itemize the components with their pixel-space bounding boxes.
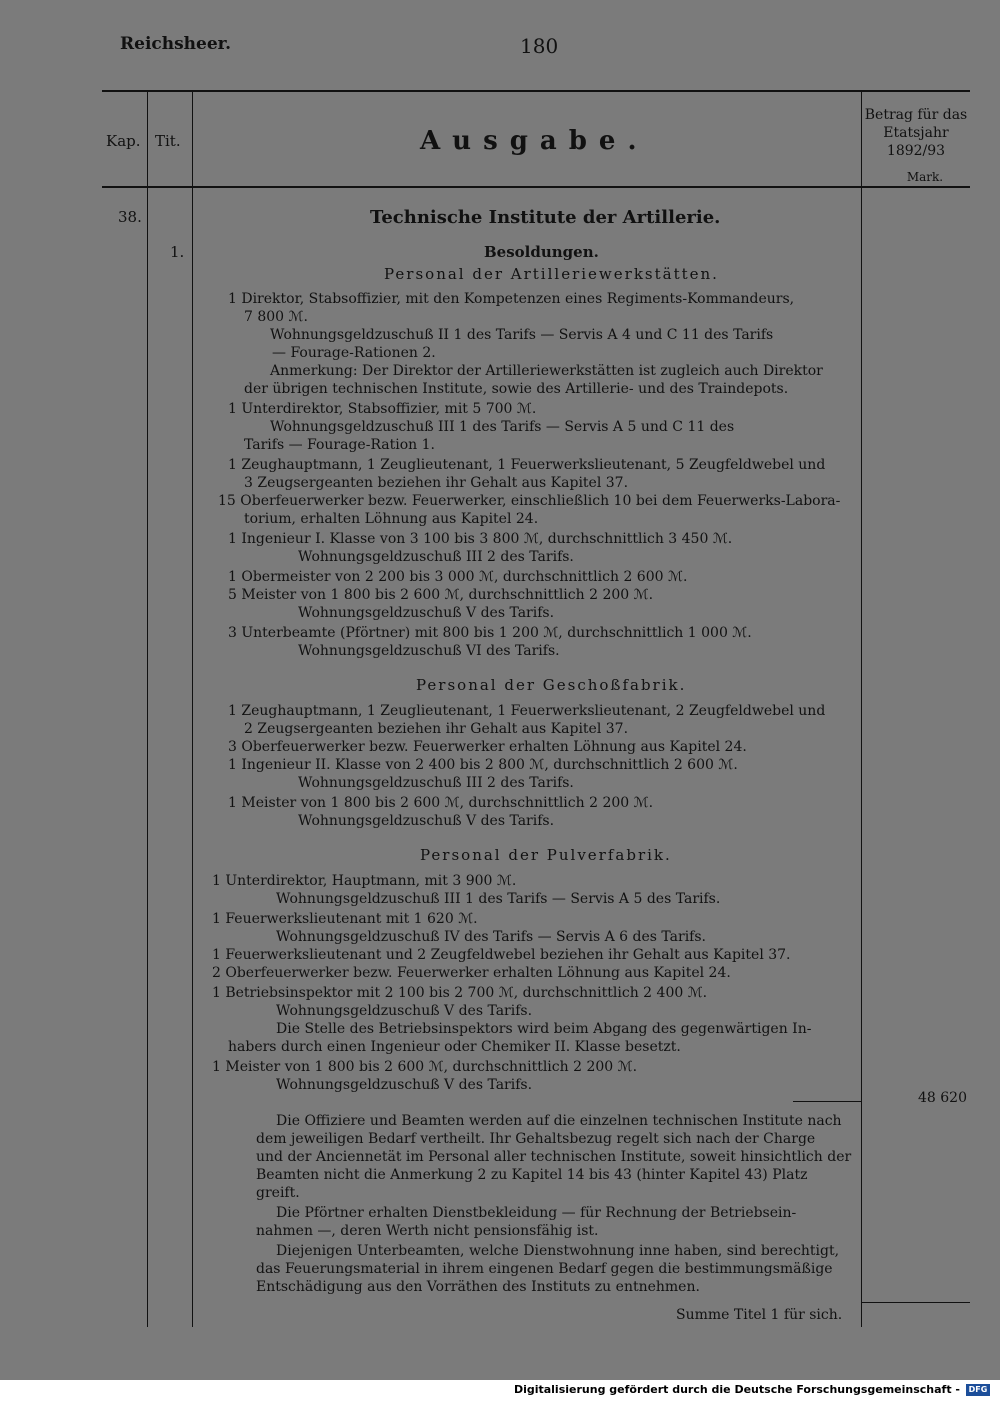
- note-line: Entschädigung aus den Vorräthen des Instituts zu entnehmen.: [256, 1279, 700, 1295]
- body-line: 1 Betriebsinspektor mit 2 100 bis 2 700 ℳ, durchschnittlich 2 400 ℳ.: [212, 985, 708, 1001]
- body-line: 15 Oberfeuerwerker bezw. Feuerwerker, einschließlich 10 bei dem Feuerwerks-Labora-: [218, 493, 841, 509]
- amount-rule: [862, 1302, 970, 1303]
- col-header-mark: Mark.: [906, 170, 944, 184]
- body-line: Wohnungsgeldzuschuß VI des Tarifs.: [298, 643, 560, 659]
- col-header-kap: Kap.: [106, 132, 141, 150]
- note-line: nahmen —, deren Werth nicht pensionsfähig ist.: [256, 1223, 599, 1239]
- body-line: 1 Feuerwerkslieutenant mit 1 620 ℳ.: [212, 911, 478, 927]
- top-rule: [102, 90, 970, 92]
- body-line: 1 Zeughauptmann, 1 Zeuglieutenant, 1 Feuerwerkslieutenant, 5 Zeugfeldwebel und: [228, 457, 826, 473]
- body-line: 7 800 ℳ.: [244, 309, 308, 325]
- subheading: Personal der Artilleriewerkstätten.: [384, 265, 719, 283]
- page-number: 180: [520, 34, 559, 58]
- body-line: 1 Ingenieur II. Klasse von 2 400 bis 2 800 ℳ, durchschnittlich 2 600 ℳ.: [228, 757, 738, 773]
- col-rule-kap: [147, 92, 148, 1327]
- subtotal-rule: [793, 1101, 861, 1102]
- body-line: Wohnungsgeldzuschuß II 1 des Tarifs — Servis A 4 und C 11 des Tarifs: [270, 327, 774, 343]
- subheading: Personal der Pulverfabrik.: [420, 846, 672, 864]
- body-line: Die Stelle des Betriebsinspektors wird beim Abgang des gegenwärtigen In-: [276, 1021, 812, 1037]
- subheading: Personal der Geschoßfabrik.: [416, 676, 687, 694]
- body-line: 3 Zeugsergeanten beziehen ihr Gehalt aus Kapitel 37.: [244, 475, 629, 491]
- body-line: 5 Meister von 1 800 bis 2 600 ℳ, durchschnittlich 2 200 ℳ.: [228, 587, 654, 603]
- body-line: Wohnungsgeldzuschuß IV des Tarifs — Servis A 6 des Tarifs.: [276, 929, 707, 945]
- body-line: — Fourage-Rationen 2.: [272, 345, 436, 361]
- section-title: Technische Institute der Artillerie.: [370, 207, 721, 228]
- subsection-title: Besoldungen.: [484, 243, 599, 261]
- col-rule-text: [861, 92, 862, 1327]
- note-line: Beamten nicht die Anmerkung 2 zu Kapitel 14 bis 43 (hinter Kapitel 43) Platz: [256, 1167, 808, 1183]
- body-line: Wohnungsgeldzuschuß V des Tarifs.: [298, 605, 555, 621]
- note-line: Die Offiziere und Beamten werden auf die einzelnen technischen Institute nach: [276, 1113, 842, 1129]
- note-line: und der Anciennetät im Personal aller technischen Institute, soweit hinsichtlich der: [256, 1149, 852, 1165]
- body-line: Wohnungsgeldzuschuß III 1 des Tarifs — Servis A 5 und C 11 des: [270, 419, 735, 435]
- body-line: Wohnungsgeldzuschuß III 2 des Tarifs.: [298, 549, 574, 565]
- body-line: Tarifs — Fourage-Ration 1.: [244, 437, 436, 453]
- col-header-tit: Tit.: [155, 132, 181, 150]
- body-line: 1 Zeughauptmann, 1 Zeuglieutenant, 1 Feuerwerkslieutenant, 2 Zeugfeldwebel und: [228, 703, 826, 719]
- body-line: 2 Oberfeuerwerker bezw. Feuerwerker erhalten Löhnung aus Kapitel 24.: [212, 965, 731, 981]
- col-rule-tit: [192, 92, 193, 1327]
- body-line: 3 Oberfeuerwerker bezw. Feuerwerker erhalten Löhnung aus Kapitel 24.: [228, 739, 747, 755]
- body-line: habers durch einen Ingenieur oder Chemiker II. Klasse besetzt.: [228, 1039, 681, 1055]
- note-line: dem jeweiligen Bedarf vertheilt. Ihr Gehaltsbezug regelt sich nach der Charge: [256, 1131, 816, 1147]
- body-line: 1 Unterdirektor, Hauptmann, mit 3 900 ℳ.: [212, 873, 517, 889]
- body-line: 1 Meister von 1 800 bis 2 600 ℳ, durchschnittlich 2 200 ℳ.: [212, 1059, 638, 1075]
- body-line: torium, erhalten Löhnung aus Kapitel 24.: [244, 511, 539, 527]
- body-line: 1 Unterdirektor, Stabsoffizier, mit 5 700 ℳ.: [228, 401, 537, 417]
- body-line: Wohnungsgeldzuschuß V des Tarifs.: [298, 813, 555, 829]
- titel-number: 1.: [170, 243, 185, 261]
- body-line: 2 Zeugsergeanten beziehen ihr Gehalt aus Kapitel 37.: [244, 721, 629, 737]
- sum-line: Summe Titel 1 für sich.: [676, 1307, 843, 1323]
- col-header-title: Ausgabe.: [420, 126, 649, 156]
- body-line: Wohnungsgeldzuschuß III 2 des Tarifs.: [298, 775, 574, 791]
- note-line: Diejenigen Unterbeamten, welche Dienstwohnung inne haben, sind berechtigt,: [276, 1243, 840, 1259]
- body-line: Wohnungsgeldzuschuß V des Tarifs.: [276, 1077, 533, 1093]
- amount-total: 48 620: [918, 1090, 967, 1106]
- body-line: 3 Unterbeamte (Pförtner) mit 800 bis 1 200 ℳ, durchschnittlich 1 000 ℳ.: [228, 625, 752, 641]
- col-header-betrag: Betrag für das Etatsjahr 1892/93: [864, 107, 968, 159]
- body-line: der übrigen technischen Institute, sowie des Artillerie- und des Traindepots.: [244, 381, 789, 397]
- note-line: das Feuerungsmaterial in ihrem eingenen Bedarf gegen die bestimmungsmäßige: [256, 1261, 833, 1277]
- dfg-logo: DFG: [966, 1384, 990, 1396]
- body-line: Wohnungsgeldzuschuß V des Tarifs.: [276, 1003, 533, 1019]
- funding-footer: Digitalisierung gefördert durch die Deutsche Forschungsgemeinschaft -: [513, 1383, 960, 1396]
- note-line: Die Pförtner erhalten Dienstbekleidung — für Rechnung der Betriebsein-: [276, 1205, 797, 1221]
- body-line: 1 Obermeister von 2 200 bis 3 000 ℳ, durchschnittlich 2 600 ℳ.: [228, 569, 688, 585]
- note-line: greift.: [256, 1185, 300, 1201]
- body-line: 1 Meister von 1 800 bis 2 600 ℳ, durchschnittlich 2 200 ℳ.: [228, 795, 654, 811]
- kapitel-number: 38.: [118, 208, 142, 226]
- body-line: Wohnungsgeldzuschuß III 1 des Tarifs — Servis A 5 des Tarifs.: [276, 891, 721, 907]
- body-line: 1 Ingenieur I. Klasse von 3 100 bis 3 800 ℳ, durchschnittlich 3 450 ℳ.: [228, 531, 733, 547]
- body-line: 1 Direktor, Stabsoffizier, mit den Kompetenzen eines Regiments-Kommandeurs,: [228, 291, 795, 307]
- running-head: Reichsheer.: [120, 34, 231, 54]
- header-rule: [102, 186, 970, 188]
- body-line: 1 Feuerwerkslieutenant und 2 Zeugfeldwebel beziehen ihr Gehalt aus Kapitel 37.: [212, 947, 791, 963]
- body-line: Anmerkung: Der Direktor der Artilleriewerkstätten ist zugleich auch Direktor: [270, 363, 823, 379]
